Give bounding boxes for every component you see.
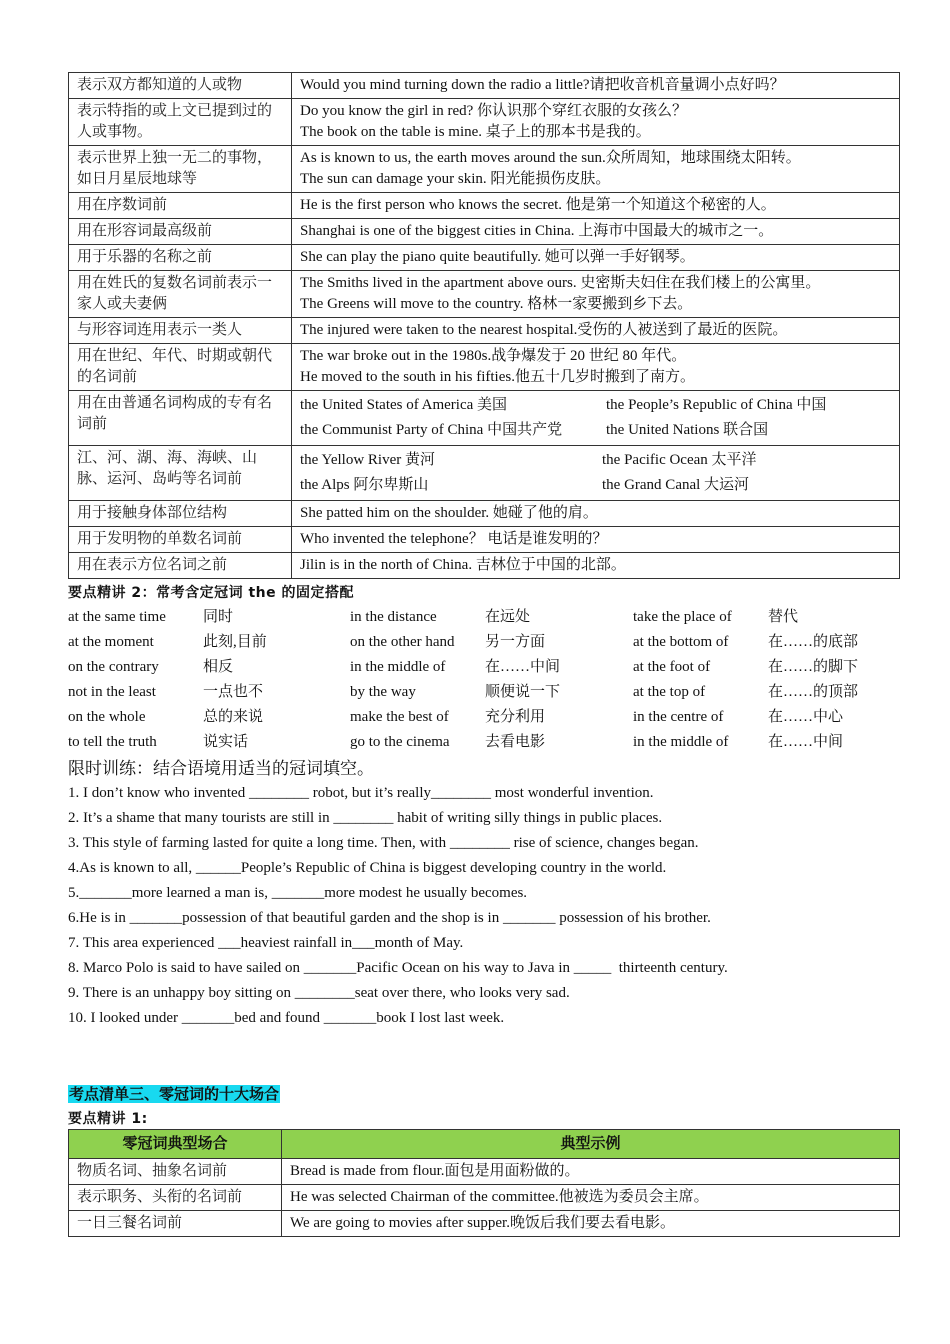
phrase-chinese: 说实话 [203, 734, 249, 750]
table-row [69, 245, 900, 271]
phrase-row [68, 680, 900, 705]
table-header: 典型示例 [282, 1130, 900, 1159]
phrase-chinese: 在……的脚下 [768, 659, 859, 675]
usage-cell: 表示职务、头衔的名词前 [69, 1185, 282, 1211]
phrase-row [68, 605, 900, 630]
phrase-english: on the other hand [350, 634, 455, 650]
phrase-chinese: 替代 [768, 609, 799, 625]
usage-cell: 用在姓氏的复数名词前表示一家人或夫妻俩 [69, 271, 292, 318]
example-pair [300, 448, 891, 473]
table-row [69, 527, 900, 553]
question-list [68, 781, 900, 1031]
question-item: 5._______more learned a man is, _______more modest he usually becomes. [68, 885, 528, 901]
phrase-english: in the centre of [633, 709, 724, 725]
table-row [69, 146, 900, 193]
phrase-chinese: 一点也不 [203, 684, 264, 700]
usage-cell: 用在形容词最高级前 [69, 219, 292, 245]
phrase-english: in the distance [350, 609, 437, 625]
section3-subheading: 要点精讲 1: [68, 1111, 148, 1127]
example-line: The Smiths lived in the apartment above ours. 史密斯夫妇住在我们楼上的公寓里。 [300, 275, 821, 291]
table-row [69, 1185, 900, 1211]
usage-cell: 表示双方都知道的人或物 [69, 73, 292, 99]
table-row [69, 501, 900, 527]
question-item: 4.As is known to all, ______People’s Republic of China is biggest developing country in the world. [68, 860, 667, 876]
usage-cell: 与形容词连用表示一类人 [69, 318, 292, 344]
phrase-chinese: 充分利用 [485, 709, 546, 725]
example-cell [292, 446, 900, 501]
example-cell [292, 391, 900, 446]
phrase-row [68, 730, 900, 755]
usage-cell: 用于发明物的单数名词前 [69, 527, 292, 553]
question-item: 10. I looked under _______bed and found _______book I lost last week. [68, 1010, 505, 1026]
usage-cell: 江、河、湖、海、海峡、山脉、运河、岛屿等名词前 [69, 446, 292, 501]
drill-title: 限时训练：结合语境用适当的冠词填空。 [68, 759, 374, 778]
example-line: He is the first person who knows the secret. 他是第一个知道这个秘密的人。 [300, 197, 776, 213]
usage-cell: 物质名词、抽象名词前 [69, 1159, 282, 1185]
example-cell [292, 146, 900, 193]
example-line: The book on the table is mine. 桌子上的那本书是我的。 [300, 124, 651, 140]
phrase-english: at the moment [68, 634, 154, 650]
proper-noun-example: the Alps 阿尔卑斯山 [300, 477, 429, 493]
zero-article-section [68, 1082, 900, 1237]
example-line: The Greens will move to the country. 格林一家要搬到乡下去。 [300, 296, 693, 312]
phrase-chinese: 同时 [203, 609, 234, 625]
phrase-english: at the top of [633, 684, 706, 700]
usage-cell: 用在表示方位名词之前 [69, 553, 292, 579]
example-cell [292, 344, 900, 391]
proper-noun-example: the United States of America 美国 [300, 397, 508, 413]
phrase-chinese: 在……的底部 [768, 634, 859, 650]
usage-cell: 用在世纪、年代、时期或朝代的名词前 [69, 344, 292, 391]
example-line: The sun can damage your skin. 阳光能损伤皮肤。 [300, 171, 611, 187]
phrase-english: at the same time [68, 609, 166, 625]
phrase-chinese: 相反 [203, 659, 234, 675]
table-row [69, 99, 900, 146]
phrase-chinese: 总的来说 [203, 709, 264, 725]
question-item: 1. I don’t know who invented ________ robot, but it’s really________ most wonderful invention. [68, 785, 654, 801]
example-cell [292, 553, 900, 579]
usage-cell: 用在序数词前 [69, 193, 292, 219]
table-row [69, 219, 900, 245]
phrase-row [68, 705, 900, 730]
example-cell: He was selected Chairman of the committee.他被选为委员会主席。 [282, 1185, 900, 1211]
phrase-chinese: 在……的顶部 [768, 684, 859, 700]
phrase-english: in the middle of [350, 659, 446, 675]
phrase-chinese: 在……中心 [768, 709, 844, 725]
table-row [69, 391, 900, 446]
definite-article-usage-table [68, 72, 900, 579]
phrase-english: by the way [350, 684, 416, 700]
section3-title: 考点清单三、零冠词的十大场合 [69, 1085, 280, 1103]
table-row [69, 1159, 900, 1185]
example-line: Who invented the telephone？ 电话是谁发明的？ [300, 531, 608, 547]
zero-article-table [68, 1129, 900, 1237]
example-line: Shanghai is one of the biggest cities in China. 上海市中国最大的城市之一。 [300, 223, 774, 239]
section2-heading: 要点精讲 2：常考含定冠词 the 的固定搭配 [68, 585, 355, 601]
example-cell [292, 193, 900, 219]
usage-cell: 用于接触身体部位结构 [69, 501, 292, 527]
example-cell [292, 73, 900, 99]
question-item: 9. There is an unhappy boy sitting on ________seat over there, who looks very sad. [68, 985, 570, 1001]
example-line: The war broke out in the 1980s.战争爆发于 20 世纪 80 年代。 [300, 348, 687, 364]
table-row [69, 193, 900, 219]
phrase-english: on the contrary [68, 659, 159, 675]
table-row [69, 446, 900, 501]
proper-noun-example: the Pacific Ocean 太平洋 [602, 452, 757, 468]
phrase-english: go to the cinema [350, 734, 450, 750]
usage-cell: 表示世界上独一无二的事物，如日月星辰地球等 [69, 146, 292, 193]
page-content [68, 72, 900, 1031]
usage-cell: 一日三餐名词前 [69, 1211, 282, 1237]
example-cell: We are going to movies after supper.晚饭后我们要去看电影。 [282, 1211, 900, 1237]
phrase-chinese: 另一方面 [485, 634, 546, 650]
phrase-row [68, 630, 900, 655]
table-row [69, 73, 900, 99]
example-cell [292, 219, 900, 245]
example-line: Jilin is in the north of China. 吉林位于中国的北部。 [300, 557, 626, 573]
example-line: He moved to the south in his fifties.他五十几岁时搬到了南方。 [300, 369, 695, 385]
phrase-english: on the whole [68, 709, 146, 725]
example-cell: Bread is made from flour.面包是用面粉做的。 [282, 1159, 900, 1185]
phrase-chinese: 顺便说一下 [485, 684, 561, 700]
example-line: Do you know the girl in red? 你认识那个穿红衣服的女孩么？ [300, 103, 688, 119]
phrase-chinese: 在……中间 [768, 734, 844, 750]
proper-noun-example: the Yellow River 黄河 [300, 452, 436, 468]
phrase-row [68, 655, 900, 680]
example-cell [292, 501, 900, 527]
example-line: The injured were taken to the nearest hospital.受伤的人被送到了最近的医院。 [300, 322, 788, 338]
usage-cell: 用在由普通名词构成的专有名词前 [69, 391, 292, 446]
example-line: As is known to us, the earth moves around the sun.众所周知，地球围绕太阳转。 [300, 150, 801, 166]
usage-cell: 表示特指的或上文已提到过的人或事物。 [69, 99, 292, 146]
phrase-english: take the place of [633, 609, 732, 625]
question-item: 6.He is in _______possession of that beautiful garden and the shop is in _______ possession of his brother. [68, 910, 711, 926]
phrase-english: make the best of [350, 709, 449, 725]
question-item: 2. It’s a shame that many tourists are still in ________ habit of writing silly things in public places. [68, 810, 663, 826]
table-row [69, 553, 900, 579]
proper-noun-example: the People’s Republic of China 中国 [606, 397, 827, 413]
table-header: 零冠词典型场合 [69, 1130, 282, 1159]
example-pair [300, 418, 891, 443]
question-item: 3. This style of farming lasted for quite a long time. Then, with ________ rise of science, changes began. [68, 835, 699, 851]
usage-cell: 用于乐器的名称之前 [69, 245, 292, 271]
phrase-chinese: 在远处 [485, 609, 531, 625]
example-cell [292, 527, 900, 553]
proper-noun-example: the Grand Canal 大运河 [602, 477, 750, 493]
proper-noun-example: the Communist Party of China 中国共产党 [300, 422, 563, 438]
phrase-chinese: 此刻,目前 [203, 634, 267, 650]
question-item: 7. This area experienced ___heaviest rainfall in___month of May. [68, 935, 464, 951]
example-pair [300, 473, 891, 498]
proper-noun-example: the United Nations 联合国 [606, 422, 769, 438]
phrase-chinese: 去看电影 [485, 734, 546, 750]
example-line: She patted him on the shoulder. 她碰了他的肩。 [300, 505, 598, 521]
example-line: She can play the piano quite beautifully. 她可以弹一手好钢琴。 [300, 249, 695, 265]
phrase-english: to tell the truth [68, 734, 157, 750]
table-row [69, 344, 900, 391]
example-line: Would you mind turning down the radio a little?请把收音机音量调小点好吗？ [300, 77, 785, 93]
table-row [69, 318, 900, 344]
example-cell [292, 245, 900, 271]
table-row [69, 1211, 900, 1237]
example-cell [292, 318, 900, 344]
example-cell [292, 99, 900, 146]
phrase-english: not in the least [68, 684, 156, 700]
example-pair [300, 393, 891, 418]
phrase-english: in the middle of [633, 734, 729, 750]
question-item: 8. Marco Polo is said to have sailed on _______Pacific Ocean on his way to Java in _____ thirteenth century. [68, 960, 728, 976]
phrase-chinese: 在……中间 [485, 659, 561, 675]
phrase-english: at the foot of [633, 659, 711, 675]
table-row [69, 271, 900, 318]
example-cell [292, 271, 900, 318]
fixed-phrases-list [68, 605, 900, 755]
phrase-english: at the bottom of [633, 634, 729, 650]
